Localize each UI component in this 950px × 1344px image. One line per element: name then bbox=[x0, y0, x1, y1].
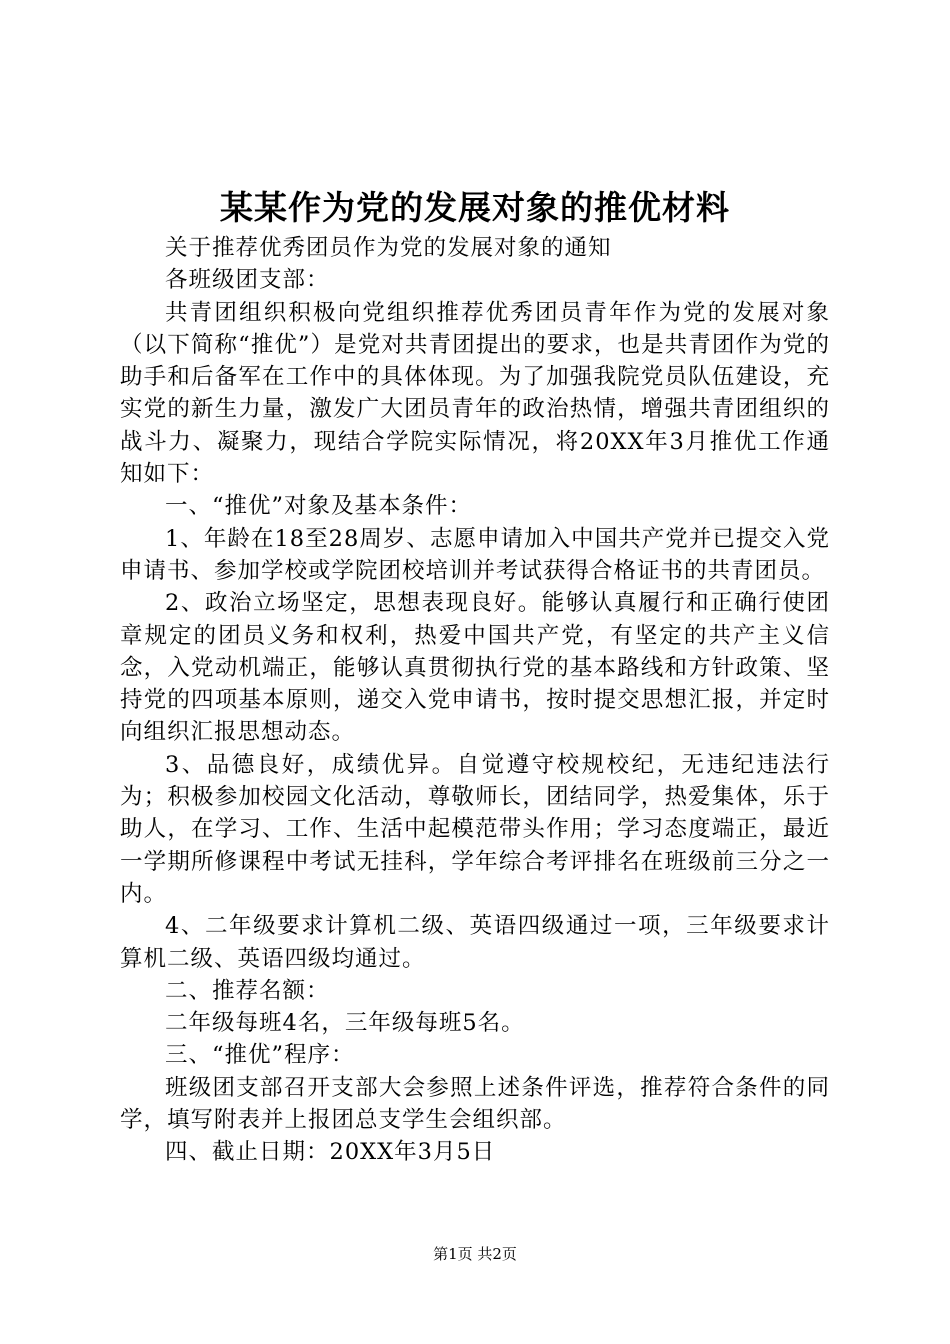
document-body bbox=[120, 232, 830, 1169]
section-heading-1: 一、“推优”对象及基本条件： bbox=[165, 493, 473, 520]
salutation: 各班级团支部： bbox=[165, 267, 330, 294]
section-heading-2: 二、推荐名额： bbox=[165, 977, 330, 1004]
notice-heading: 关于推荐优秀团员作为党的发展对象的通知 bbox=[165, 235, 612, 261]
condition-item-2: 2、政治立场坚定，思想表现良好。能够认真履行和正确行使团章规定的团员义务和权利，热爱中国共产党，有坚定的共产主义信念，入党动机端正，能够认真贯彻执行党的基本路线和方针政策、坚持党的四项基本原则，递交入党申请书，按时提交思想汇报，并定时向组织汇报思想动态。 bbox=[120, 590, 830, 746]
intro-paragraph: 共青团组织积极向党组织推荐优秀团员青年作为党的发展对象（以下简称“推优”）是党对共青团提出的要求，也是共青团作为党的助手和后备军在工作中的具体体现。为了加强我院党员队伍建设，充实党的新生力量，激发广大团员青年的政治热情，增强共青团组织的战斗力、凝聚力，现结合学院实际情况，将20XX年3月推优工作通知如下： bbox=[120, 299, 830, 488]
condition-item-1: 1、年龄在18至28周岁、志愿申请加入中国共产党并已提交入党申请书、参加学校或学院团校培训并考试获得合格证书的共青团员。 bbox=[120, 525, 830, 584]
deadline-paragraph: 四、截止日期：20XX年3月5日 bbox=[165, 1139, 496, 1166]
page-footer: 第1页 共2页 bbox=[433, 1245, 517, 1263]
quota-paragraph: 二年级每班4名，三年级每班5名。 bbox=[165, 1010, 525, 1037]
condition-item-3: 3、品德良好，成绩优异。自觉遵守校规校纪，无违纪违法行为；积极参加校园文化活动，尊敬师长，团结同学，热爱集体，乐于助人，在学习、工作、生活中起模范带头作用；学习态度端正，最近一学期所修课程中考试无挂科，学年综合考评排名在班级前三分之一内。 bbox=[120, 751, 830, 907]
procedure-paragraph: 班级团支部召开支部大会参照上述条件评选，推荐符合条件的同学，填写附表并上报团总支学生会组织部。 bbox=[120, 1074, 830, 1134]
document-title: 某某作为党的发展对象的推优材料 bbox=[220, 188, 730, 227]
condition-item-4: 4、二年级要求计算机二级、英语四级通过一项，三年级要求计算机二级、英语四级均通过。 bbox=[120, 913, 830, 972]
section-heading-3: 三、“推优”程序： bbox=[165, 1042, 355, 1069]
